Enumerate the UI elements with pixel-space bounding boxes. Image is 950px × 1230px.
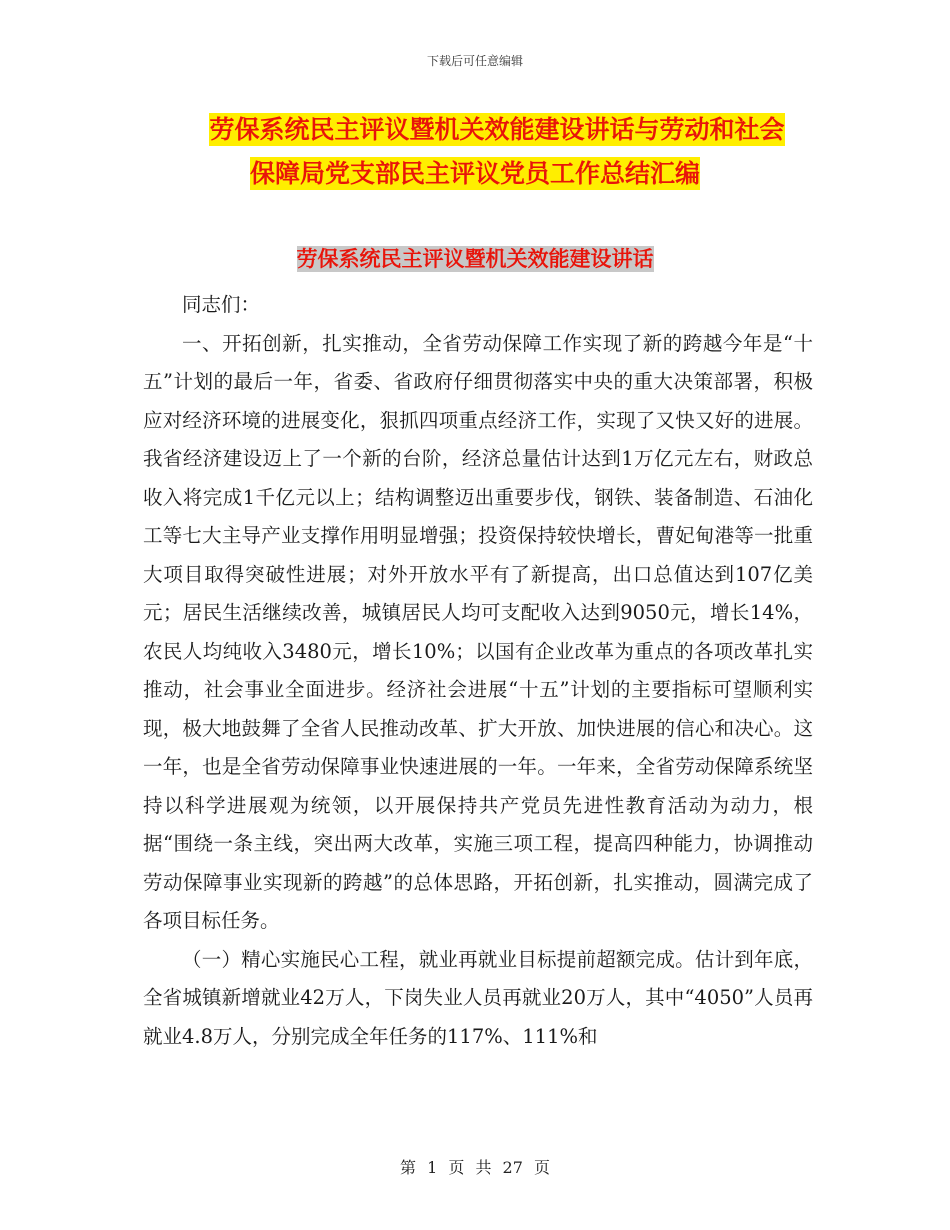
title-line-2-text: 保障局党支部民主评议党员工作总结汇编 (249, 159, 700, 188)
section-title-text: 劳保系统民主评议暨机关效能建设讲话 (296, 247, 654, 271)
greeting: 同志们： (182, 293, 261, 316)
document-title-line-1 (22, 108, 950, 152)
document-title-line-2 (0, 152, 950, 196)
paragraph: （一）精心实施民心工程，就业再就业目标提前超额完成。估计到年底，全省城镇新增就业42万人，下岗失业人员再就业20万人，其中“4050”人员再就业4.8万人，分别完成全年任务的117%、111%和 (143, 947, 813, 1048)
document-body (143, 286, 813, 1056)
page-number: 第 1 页 共 27 页 (400, 1158, 550, 1177)
page-header-note: 下载后可任意编辑 (426, 54, 523, 68)
section-title (0, 243, 950, 273)
title-line-1-text: 劳保系统民主评议暨机关效能建设讲话与劳动和社会 (209, 115, 785, 144)
paragraph: 一、开拓创新，扎实推动，全省劳动保障工作实现了新的跨越今年是“十五”计划的最后一年，省委、省政府仔细贯彻落实中央的重大决策部署，积极应对经济环境的进展变化，狠抓四项重点经济工作，实现了又快又好的进展。我省经济建设迈上了一个新的台阶，经济总量估计达到1万亿元左右，财政总收入将完成1千亿元以上；结构调整迈出重要步伐，钢铁、装备制造、石油化工等七大主导产业支撑作用明显增强；投资保持较快增长，曹妃甸港等一批重大项目取得突破性进展；对外开放水平有了新提高，出口总值达到107亿美元；居民生活继续改善，城镇居民人均可支配收入达到9050元，增长14%，农民人均纯收入3480元，增长10%；以国有企业改革为重点的各项改革扎实推动，社会事业全面进步。经济社会进展“十五”计划的主要指标可望顺利实现，极大地鼓舞了全省人民推动改革、扩大开放、加快进展的信心和决心。这一年，也是全省劳动保障事业快速进展的一年。一年来，全省劳动保障系统坚持以科学进展观为统领，以开展保持共产党员先进性教育活动为动力，根据“围绕一条主线，突出两大改革，实施三项工程，提高四种能力，协调推动劳动保障事业实现新的跨越”的总体思路，开拓创新，扎实推动，圆满完成了各项目标任务。 (143, 331, 813, 932)
